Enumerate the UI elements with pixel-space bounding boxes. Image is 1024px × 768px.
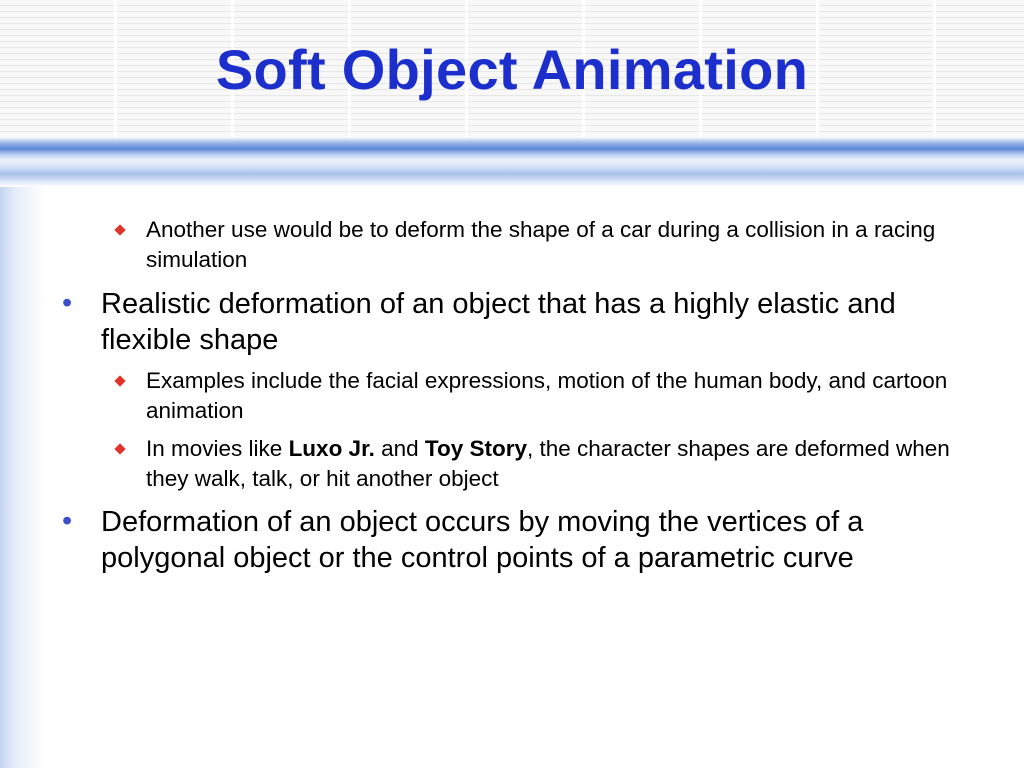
bullet-main-realistic — [62, 286, 981, 358]
bullet-dot-icon: • — [62, 505, 73, 537]
slide-title: Soft Object Animation — [215, 38, 809, 101]
bullet-text-post: , the character shapes are deformed when they walk, talk, or hit another object — [146, 436, 950, 491]
bullet-sub-car — [146, 215, 966, 275]
bullet-dot-icon: • — [62, 287, 73, 319]
movie-title-toy-story: Toy Story — [424, 436, 527, 461]
bullet-text: Examples include the facial expressions, motion of the human body, and cartoon animation — [146, 368, 948, 423]
diamond-bullet-icon — [114, 443, 125, 454]
diamond-bullet-icon — [114, 375, 125, 386]
bullet-text: Realistic deformation of an object that has a highly elastic and flexible shape — [101, 288, 896, 356]
diamond-bullet-icon — [114, 224, 125, 235]
bullet-text: Deformation of an object occurs by moving the vertices of a polygonal object or the control points of a parametric curve — [101, 506, 864, 574]
bullet-text-pre: In movies like — [146, 436, 289, 461]
bullet-sub-movies — [146, 434, 966, 494]
movie-title-luxo: Luxo Jr. — [288, 436, 375, 461]
bullet-text-mid: and — [374, 436, 425, 461]
bullet-sub-examples — [146, 366, 966, 426]
bullet-main-deformation — [62, 504, 981, 576]
bullet-text: Another use would be to deform the shape of a car during a collision in a racing simulation — [146, 217, 936, 272]
